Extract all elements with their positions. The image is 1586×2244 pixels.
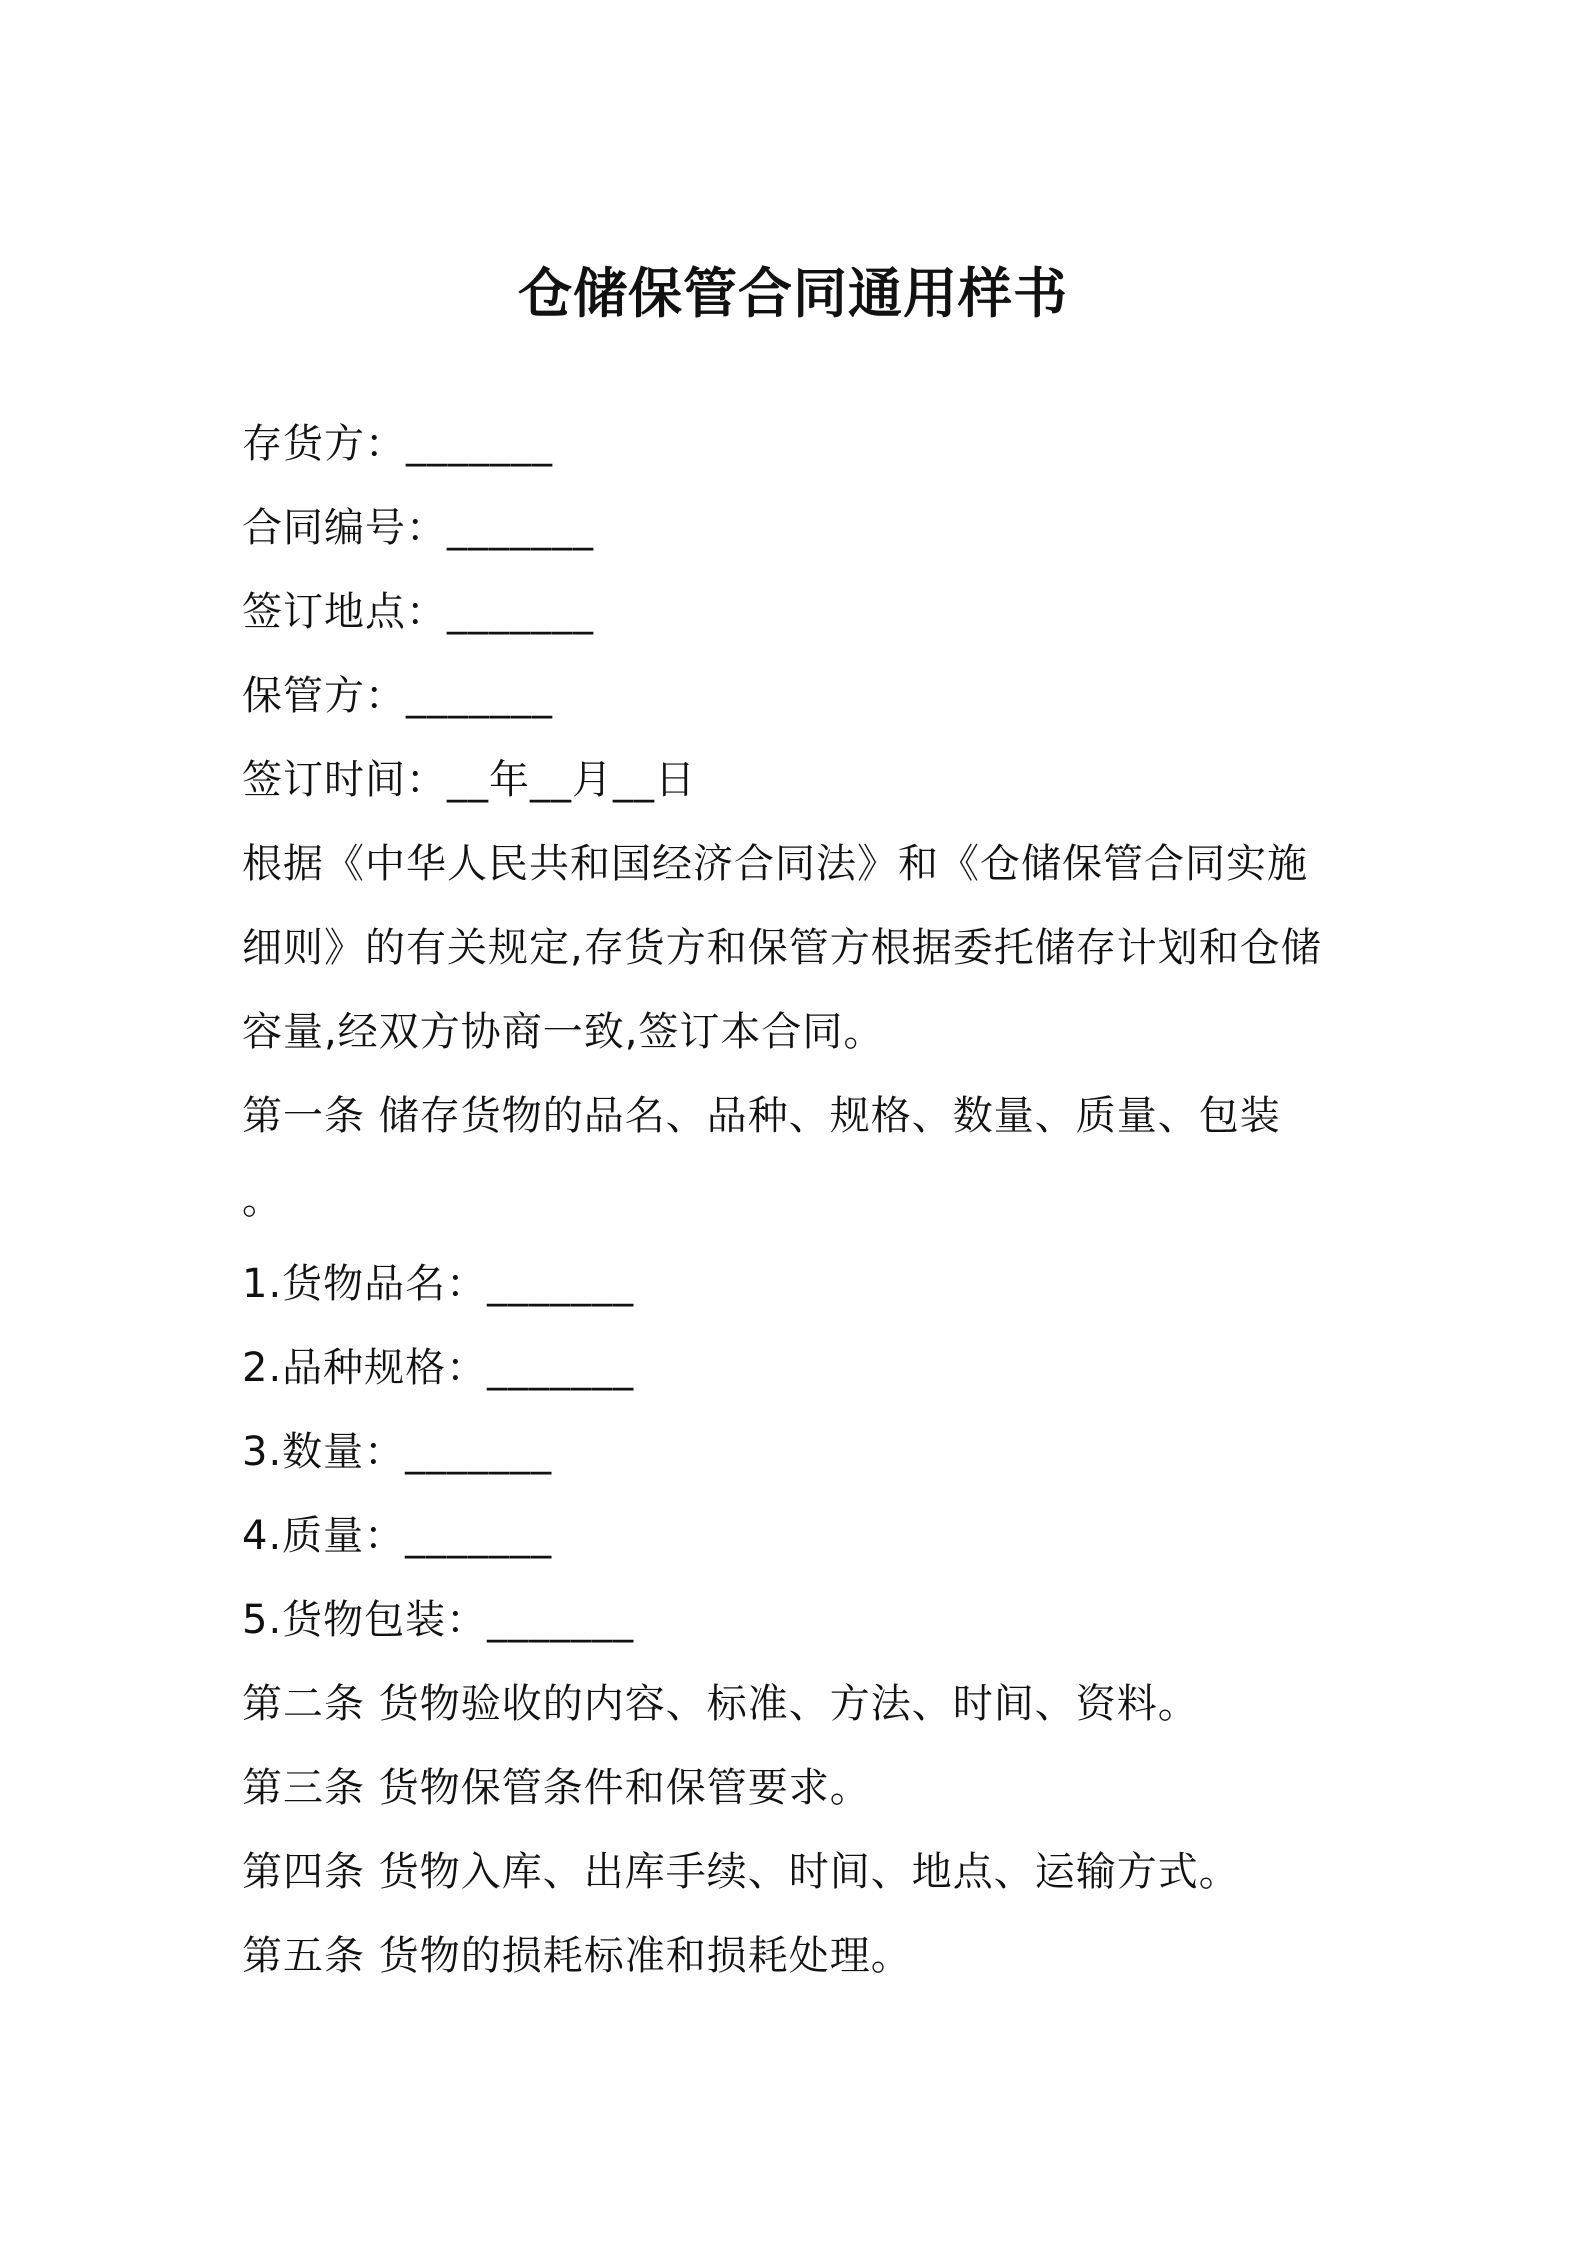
preamble-line: 容量,经双方协商一致,签订本合同。 bbox=[242, 1009, 885, 1055]
packaging-item: 5.货物包装：_______ bbox=[242, 1597, 635, 1643]
depositor-field: 存货方：_______ bbox=[242, 421, 553, 467]
signing-place-field: 签订地点：_______ bbox=[242, 589, 594, 635]
document-title: 仓储保管合同通用样书 bbox=[518, 262, 1068, 325]
goods-name-item: 1.货物品名：_______ bbox=[242, 1261, 635, 1307]
article-1-heading: 第一条 储存货物的品名、品种、规格、数量、质量、包装 bbox=[242, 1093, 1281, 1139]
article-5: 第五条 货物的损耗标准和损耗处理。 bbox=[242, 1933, 912, 1979]
quantity-item: 3.数量：_______ bbox=[242, 1429, 553, 1475]
preamble-line: 根据《中华人民共和国经济合同法》和《仓储保管合同实施 bbox=[242, 841, 1308, 887]
quality-item: 4.质量：_______ bbox=[242, 1513, 553, 1559]
article-3: 第三条 货物保管条件和保管要求。 bbox=[242, 1765, 871, 1811]
preamble-line: 细则》的有关规定,存货方和保管方根据委托储存计划和仓储 bbox=[242, 925, 1322, 971]
article-2: 第二条 货物验收的内容、标准、方法、时间、资料。 bbox=[242, 1681, 1199, 1727]
signing-date-field: 签订时间：__年__月__日 bbox=[242, 757, 696, 803]
keeper-field: 保管方：_______ bbox=[242, 673, 553, 719]
variety-spec-item: 2.品种规格：_______ bbox=[242, 1345, 635, 1391]
article-1-heading-tail: 。 bbox=[242, 1177, 283, 1223]
contract-number-field: 合同编号：_______ bbox=[242, 505, 594, 551]
article-4: 第四条 货物入库、出库手续、时间、地点、运输方式。 bbox=[242, 1849, 1240, 1895]
